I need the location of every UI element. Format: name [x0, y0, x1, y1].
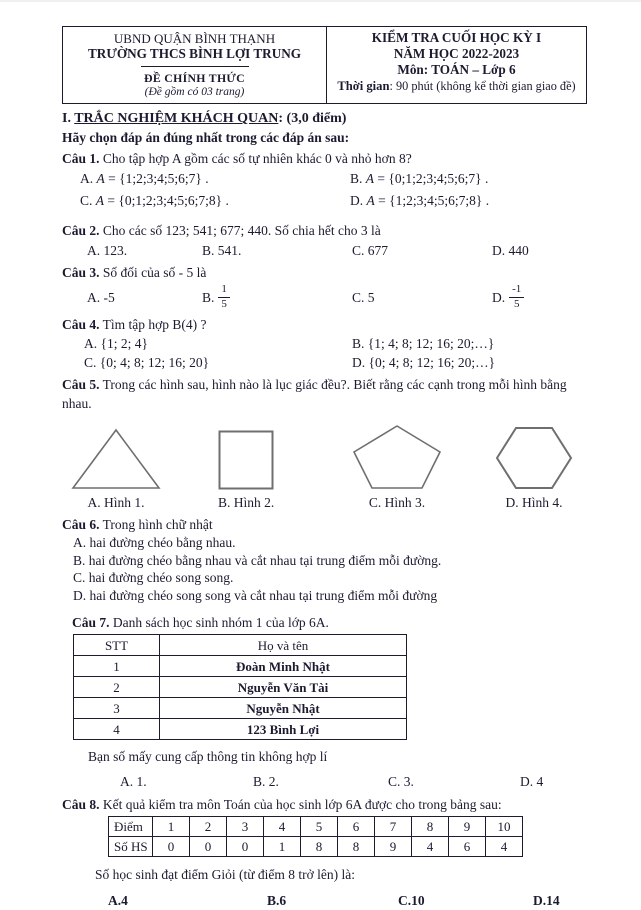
question-1-options-row-2 — [80, 190, 591, 212]
cell-score: 2 — [190, 817, 227, 837]
table-row — [74, 656, 407, 677]
option-a: A. A = {1;2;3;4;5;6;7} . — [80, 171, 209, 186]
option-a: A. {1; 2; 4} — [84, 336, 148, 351]
table-row — [74, 719, 407, 740]
shapes-row — [62, 418, 591, 490]
shape-figure-2 — [218, 430, 274, 490]
option-b: B. hai đường chéo bằng nhau và cắt nhau tại trung điểm mỗi đường. — [73, 552, 442, 568]
shape-caption-d: D. Hình 4. — [505, 495, 563, 510]
question-4-text: Tìm tập hợp B(4) ? — [99, 317, 207, 332]
exam-subject: Môn: TOÁN – Lớp 6 — [397, 62, 516, 77]
header-divider-rule — [141, 66, 249, 67]
cell-count: 8 — [338, 837, 375, 857]
question-1-text: Cho tập hợp A gồm các số tự nhiên khác 0 và nhỏ hơn 8? — [99, 151, 412, 166]
duration-label: Thời gian — [337, 79, 390, 93]
option-d: D. 4 — [520, 774, 544, 790]
question-4-options-row-2 — [84, 354, 591, 372]
question-5-label: Câu 5. — [62, 377, 100, 392]
cell-count: 4 — [486, 837, 523, 857]
question-2-options-row — [87, 241, 591, 260]
section-numeral: I. — [62, 111, 75, 126]
cell-score: 7 — [375, 817, 412, 837]
section-points: : (3,0 điểm) — [278, 111, 347, 126]
exam-title: KIỂM TRA CUỐI HỌC KỲ I — [371, 30, 542, 45]
students-table — [73, 634, 407, 740]
cell-count: 4 — [412, 837, 449, 857]
table-row — [74, 698, 407, 719]
option-d: D. {0; 4; 8; 12; 16; 20;…} — [352, 355, 496, 370]
option-a: A. 1. — [120, 774, 147, 790]
option-d: D. hai đường chéo song song và cắt nhau tại trung điểm mỗi đường — [73, 587, 438, 603]
cell-count: 1 — [264, 837, 301, 857]
question-6-text: Trong hình chữ nhật — [99, 517, 213, 532]
option-c: C. {0; 4; 8; 12; 16; 20} — [84, 355, 210, 370]
duration-value: : 90 phút (không kể thời gian giao đề) — [389, 79, 576, 93]
question-1-label: Câu 1. — [62, 151, 100, 166]
fraction: $\frac{1}{5}$ — [218, 284, 230, 310]
exam-header-box — [62, 26, 587, 104]
scores-row — [109, 817, 523, 837]
option-c: C. 677 — [352, 243, 389, 258]
option-a: A.4 — [108, 893, 128, 909]
cell-score: 3 — [227, 817, 264, 837]
hexagon-icon — [495, 426, 573, 490]
question-8-text: Kết quả kiểm tra môn Toán của học sinh lớp 6A được cho trong bảng sau: — [99, 797, 502, 813]
cell-sohs: Số HS — [109, 837, 153, 857]
question-1-options-row-1 — [80, 168, 591, 190]
question-6-label: Câu 6. — [62, 517, 100, 532]
cell-stt: 2 — [74, 677, 160, 698]
shape-caption-a: A. Hình 1. — [87, 495, 145, 510]
header-right-cell — [327, 27, 586, 103]
question-8-label: Câu 8. — [62, 797, 100, 813]
shape-figure-3 — [352, 424, 442, 490]
option-b: B. $\frac{1}{5}$ — [202, 284, 352, 312]
cell-name: Đoàn Minh Nhật — [160, 656, 407, 677]
header-cell-stt: STT — [74, 635, 160, 656]
shape-figure-1 — [70, 428, 162, 490]
square-icon — [218, 430, 274, 490]
question-3-options-row — [87, 284, 591, 311]
cell-stt: 1 — [74, 656, 160, 677]
cell-score: 5 — [301, 817, 338, 837]
question-4-label: Câu 4. — [62, 317, 100, 332]
section-instruction: Hãy chọn đáp án đúng nhất trong các đáp án sau: — [62, 130, 350, 145]
question-5-text: Trong các hình sau, hình nào là lục giác đều?. Biết rằng các cạnh trong mỗi hình bằng nhau. — [62, 377, 567, 411]
header-cell-name: Họ và tên — [160, 635, 407, 656]
shape-captions-row — [62, 493, 591, 512]
cell-count: 0 — [227, 837, 264, 857]
cell-stt: 3 — [74, 698, 160, 719]
cell-score: 1 — [153, 817, 190, 837]
header-left-cell — [63, 27, 327, 103]
cell-score: 4 — [264, 817, 301, 837]
shape-caption-c: C. Hình 3. — [368, 495, 426, 510]
option-b: B. 541. — [202, 243, 242, 258]
question-1 — [62, 149, 591, 168]
shape-figure-4 — [495, 426, 573, 490]
question-2-text: Cho các số 123; 541; 677; 440. Số chia hết cho 3 là — [99, 223, 381, 238]
question-8-options-row — [108, 891, 591, 910]
option-d: D. $\frac{-1}{5}$ — [492, 284, 524, 312]
option-d: D.14 — [533, 893, 560, 909]
table-header-row — [74, 635, 407, 656]
cell-name: 123 Bình Lợi — [160, 719, 407, 740]
question-2-label: Câu 2. — [62, 223, 100, 238]
question-4 — [62, 315, 591, 334]
cell-count: 0 — [153, 837, 190, 857]
question-3-label: Câu 3. — [62, 265, 100, 280]
cell-score: 9 — [449, 817, 486, 837]
cell-stt: 4 — [74, 719, 160, 740]
question-8 — [62, 795, 591, 814]
option-b: B. A = {0;1;2;3;4;5;6;7} . — [350, 171, 489, 186]
cell-count: 0 — [190, 837, 227, 857]
org-name: UBND QUẬN BÌNH THẠNH — [113, 31, 276, 46]
question-6 — [62, 515, 591, 534]
option-d: D. 440 — [492, 243, 529, 258]
option-a: A. -5 — [87, 290, 115, 305]
option-b: B.6 — [267, 893, 287, 909]
option-c: C. hai đường chéo song song. — [73, 570, 234, 586]
question-3-text: Số đối của số - 5 là — [99, 265, 207, 280]
cell-count: 6 — [449, 837, 486, 857]
counts-row — [109, 837, 523, 857]
cell-score: 10 — [486, 817, 523, 837]
option-c: C. 3. — [388, 774, 414, 790]
option-c: C.10 — [398, 893, 425, 909]
option-c: C. A = {0;1;2;3;4;5;6;7;8} . — [80, 193, 229, 208]
scan-edge-artifact — [0, 0, 641, 2]
question-3 — [62, 263, 591, 282]
pentagon-icon — [352, 424, 442, 490]
option-a: A. hai đường chéo bằng nhau. — [73, 535, 236, 550]
cell-name: Nguyễn Văn Tài — [160, 677, 407, 698]
exam-year: NĂM HỌC 2022-2023 — [393, 46, 520, 61]
option-b: B. {1; 4; 8; 12; 16; 20;…} — [352, 336, 495, 351]
question-7-label: Câu 7. — [72, 615, 110, 631]
question-4-options-row-1 — [84, 335, 591, 353]
exam-type: ĐỀ CHÍNH THỨC — [144, 71, 245, 85]
pages-note: (Đề gồm có 03 trang) — [144, 86, 245, 98]
question-7 — [72, 613, 591, 632]
option-d: D. A = {1;2;3;4;5;6;7;8} . — [350, 193, 490, 208]
question-7-options-row — [120, 772, 591, 791]
section-name: TRẮC NGHIỆM KHÁCH QUAN — [74, 111, 279, 126]
cell-count: 9 — [375, 837, 412, 857]
cell-count: 8 — [301, 837, 338, 857]
shape-caption-b: B. Hình 2. — [218, 495, 275, 510]
school-name: TRƯỜNG THCS BÌNH LỢI TRUNG — [88, 46, 301, 61]
option-a: A. 123. — [87, 243, 128, 258]
fraction: $\frac{-1}{5}$ — [509, 284, 524, 310]
question-5 — [62, 375, 591, 413]
cell-diem: Điểm — [109, 817, 153, 837]
question-8-prompt: Số học sinh đạt điểm Giỏi (từ điểm 8 trở lên) là: — [95, 867, 356, 883]
scores-table — [108, 816, 523, 857]
option-b: B. 2. — [253, 774, 279, 790]
table-row — [74, 677, 407, 698]
exam-duration — [329, 78, 584, 94]
section-title — [62, 109, 591, 128]
question-7-text: Danh sách học sinh nhóm 1 của lớp 6A. — [109, 615, 329, 631]
option-c: C. 5 — [352, 290, 375, 305]
triangle-icon — [71, 428, 161, 490]
cell-score: 8 — [412, 817, 449, 837]
question-7-prompt: Bạn số mấy cung cấp thông tin không hợp lí — [88, 749, 328, 765]
question-2 — [62, 221, 591, 240]
cell-name: Nguyễn Nhật — [160, 698, 407, 719]
cell-score: 6 — [338, 817, 375, 837]
